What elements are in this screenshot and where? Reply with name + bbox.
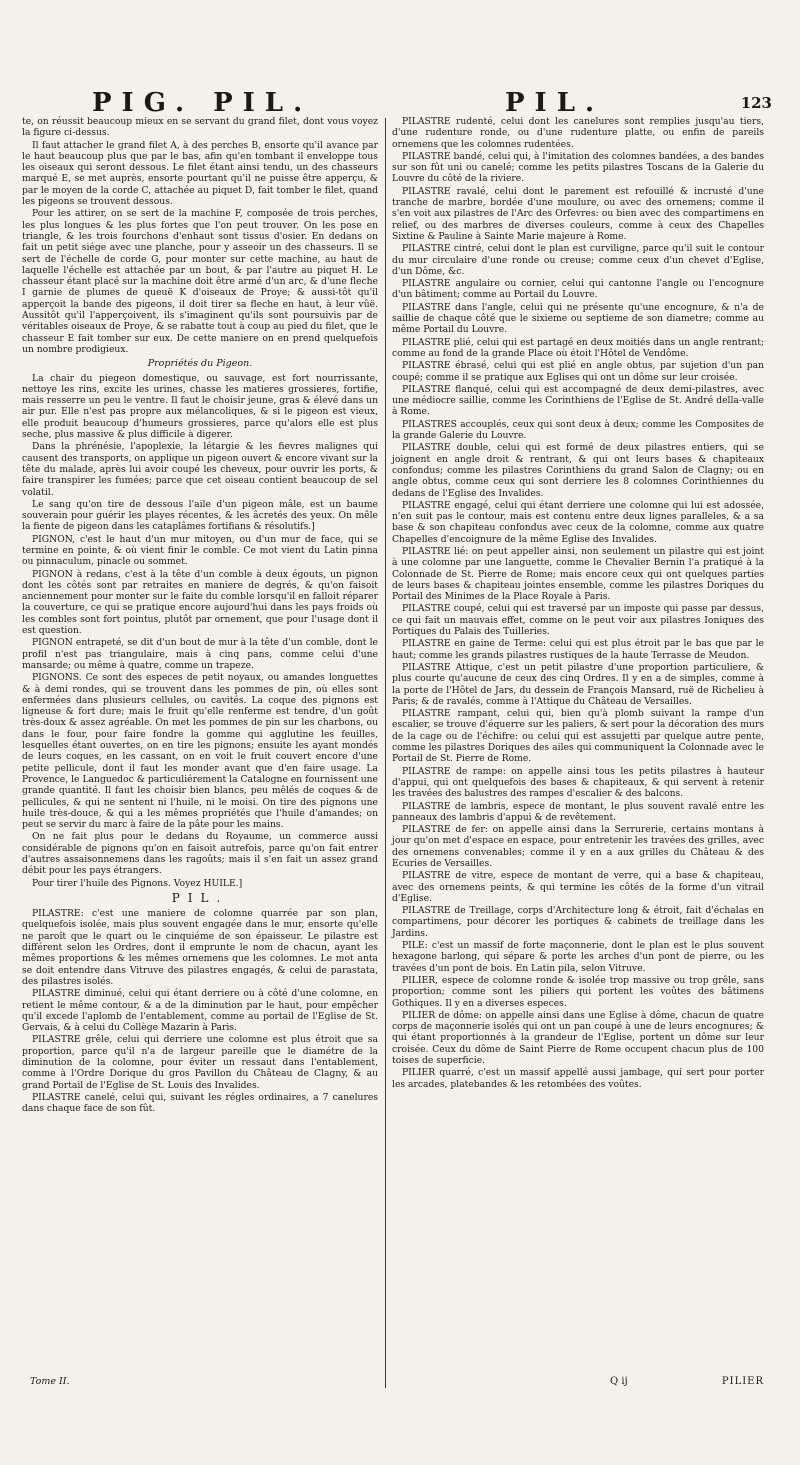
paragraph: Le sang qu'on tire de dessous l'aile d'un pigeon mâle, est un baume souverain pour guérir les playes récentes, & les âcretés des yeux. On mêle la fiente de pigeon dans les cataplâmes fortifians & résolutifs.] [22, 498, 378, 533]
entry: PILASTRE rampant, celui qui, bien qu'à plomb suivant la rampe d'un escalier, se trouve d'équerre sur les paliers, & sert pour la décoration des murs de la cage ou de l'échifre: ou celui qui est assujetti par quelque autre pente, comme les pilastres Doriques des ailes qui communiquent la Colonnade avec le Portail de St. Pierre de Rome. [392, 708, 764, 765]
paragraph: On ne fait plus pour le dedans du Royaume, un commerce aussi considérable de pignons qu'on en faisoit autrefois, parce qu'on fait entrer d'autres assaisonnemens dans les ragoûts; mais il s'en fait un assez grand débit pour les pays étrangers. [22, 831, 378, 877]
entry-pignons: PIGNONS. Ce sont des especes de petit noyaux, ou amandes longuettes & à demi rondes, qui se trouvent dans les pommes de pin, où elles sont enfermées dans plusieurs cellules, ou cavités. La coque des pignons est ligneuse & fort dure; mais le fruit qu'elle renferme est tendre, d'un goût très-doux & assez agréable. On met les pommes de pin sur les charbons, ou dans le four, pour faire fondre la gomme qui agglutine les feuilles, lesquelles étant ouvertes, on en tire les pignons; ensuite les ayant mondés de leurs coques, en les cassant, on en voit le fruit couvert encore d'une petite pellicule, dont il faut les monder avant que d'en faire usage. La Provence, le Languedoc & particuliérement la Catalogne en fournissent une grande quantité. Il faut les choisir bien blancs, peu mêlés de coques & de pellicules, & qui ne sentent ni l'huile, ni le moisi. On tire des pignons une huile très-douce, & qui a les mêmes propriétés que l'huile d'amandes; on peut se servir du marc à faire de la pâte pour les mains. [22, 672, 378, 831]
running-head-right: PIL. [505, 88, 605, 118]
entry: PILASTRE dans l'angle, celui qui ne présente qu'une encognure, & n'a de saillie de chaque côté que le sixieme ou septieme de son diametre; comme au même Portail du Louvre. [392, 301, 764, 336]
paragraph: Dans la phrénésie, l'apoplexie, la létargie & les fievres malignes qui causent des transports, on applique un pigeon ouvert & encore vivant sur la tête du malade, après lui avoir coupé les cheveux, pour ouvrir les ports, & faire transpirer les fumées; parce que cet oiseau contient beaucoup de sel volatil. [22, 441, 378, 498]
entry: PILASTRE de lambris, espece de montant, le plus souvent ravalé entre les panneaux des lambris d'appui & de revêtement. [392, 800, 764, 823]
entry: PILIER, espece de colomne ronde & isolée trop massive ou trop grêle, sans proportion; comme sont les piliers qui portent les voûtes des bâtimens Gothiques. Il y en a diverses especes. [392, 974, 764, 1009]
entry: PILASTRE cintré, celui dont le plan est curviligne, parce qu'il suit le contour du mur circulaire d'une ronde ou creuse; comme ceux d'un chevet d'Eglise, d'un Dôme, &c. [392, 243, 764, 277]
entry: PILASTRE rudenté, celui dont les canelures sont remplies jusqu'au tiers, d'une rudenture ronde, ou d'une rudenture platte, ou enfin de pareils ornemens que les colomnes rudentées. [392, 116, 764, 150]
entry: PILASTRE plié, celui qui est partagé en deux moitiés dans un angle rentrant; comme au fond de la grande Place où étoit l'Hôtel de Vendôme. [392, 336, 764, 359]
entry: PILIER de dôme: on appelle ainsi dans une Eglise à dôme, chacun de quatre corps de maçonnerie isolés qui ont un pan coupé à une de leurs encognures; & qui étant proportionnés à la grandeur de l'Eglise, portent un dôme sur leur croisée. Ceux du dôme de Saint Pierre de Rome occupent chacun plus de 100 toises de superficie. [392, 1009, 764, 1067]
entry: PILASTRE flanqué, celui qui est accompagné de deux demi-pilastres, avec une médiocre saillie, comme les Corinthiens de l'Eglise de St. André della-valle à Rome. [392, 383, 764, 418]
entry: PILASTRE coupé, celui qui est traversé par un imposte qui passe par dessus, ce qui fait un mauvais effet, comme on le peut voir aux pilastres Ioniques des Portiques du Palais des Tuilleries. [392, 603, 764, 638]
entry: PILASTRE de fer: on appelle ainsi dans la Serrurerie, certains montans à jour qu'on met d'espace en espace, pour entretenir les travées des grilles, avec des ornemens convenables; comme il y en a aux grilles du Château & des Ecuries de Versailles. [392, 824, 764, 869]
entry: PILE: c'est un massif de forte maçonnerie, dont le plan est le plus souvent hexagone barlong, qui sépare & porte les arches d'un pont de pierre, ou les travées d'un pont de bois. En Latin pila, selon Vitruve. [392, 940, 764, 974]
entry: PILASTRE double, celui qui est formé de deux pilastres entiers, qui se joignent en angle droit & rentrant, & qui ont leurs bases & chapiteaux confondus; comme les pilastres Corinthiens du grand Salon de Clagny; ou en angle obtus, comme ceux qui sont derriere les 8 colomnes Corinthiennes du dedans de l'Eglise des Invalides. [392, 442, 764, 499]
paragraph: Pour les attirer, on se sert de la machine F, composée de trois perches, les plus longues & les plus fortes que l'on peut trouver. On les pose en triangle, & les trois fourchons d'enhaut sont tissus d'osier. En dedans on fait un petit siége avec une planche, pour y asseoir un des chasseurs. Il se sert de l'échelle de corde G, pour monter sur cette machine, au haut de laquelle l'échelle est attachée par un bout, & par l'autre au piquet H. Le chasseur étant placé sur la machine doit être armé d'un arc, & d'une fleche I garnie de plumes de queuë K d'oiseaux de Proye; & aussi-tôt qu'il apperçoit la bande des pigeons, il doit tirer sa fleche en haut, à leur vûë. Aussitôt qu'il l'apperçoivent, ils s'imaginent qu'ils sont poursuivis par de véritables oiseaux de Proye, & se rabatte tout à coup au pied du filet, que le chasseur E fait tomber sur eux. De cette maniere on en prend quelquefois un nombre prodigieux. [22, 208, 378, 355]
catchword: PILIER [721, 1376, 764, 1387]
paragraph: Il faut attacher le grand filet A, à des perches B, ensorte qu'il avance par le haut beaucoup plus que par le bas, afin qu'en tombant il enveloppe tous les oiseaux qui seront dessous. Le filet étant ainsi tendu, un des chasseurs marqué E, se met auprès, ensorte pourtant qu'il ne puisse être apperçu, & par le moyen de la corde C, attachée au piquet D, fait tomber le filet, quand les pigeons se trouvent dessous. [22, 139, 378, 208]
entry-pignon-a-redans: PIGNON à redans, c'est à la tête d'un comble à deux égouts, un pignon dont les côtés sont par retraites en maniere de degrés, & qu'on faisoit anciennement pour monter sur le faite du comble lorsqu'il en falloit réparer la couverture, ce qui se pratique encore aujourd'hui dans les pays froids où les combles sont fort pointus, plutôt par ornement, que pour l'usage dont il est question. [22, 568, 378, 637]
section-heading-pil: PIL. [171, 890, 229, 905]
cross-reference: Pour tirer l'huile des Pignons. Voyez HUILE.] [32, 877, 243, 889]
column-divider [385, 118, 386, 1388]
section-heading: Propriétés du Pigeon. [147, 358, 253, 370]
paragraph: te, on réussit beaucoup mieux en se servant du grand filet, dont vous voyez la figure ci-dessus. [22, 116, 378, 139]
signature-mark: Q ij [610, 1376, 628, 1387]
entry-pignon: PIGNON, c'est le haut d'un mur mitoyen, ou d'un mur de face, qui se termine en pointe, & où vient finir le comble. Ce mot vient du Latin pinna ou pinnaculum, pinacle ou sommet. [22, 533, 378, 568]
right-column [392, 116, 764, 1091]
volume-label: Tome II. [30, 1376, 70, 1387]
entry-pilastre: PILASTRE: c'est une maniere de colomne quarrée par son plan, quelquefois isolée, mais plus souvent engagée dans le mur, ensorte qu'elle ne paroît que le quart ou le cinquiéme de son épaisseur. Le pilastre est différent selon les Ordres, dont il emprunte le nom de chacun, ayant les mêmes proportions & les mêmes ornemens que les colomnes. Le mot anta se doit entendre dans Vitruve des pilastres engagés, & celui de parastata, des pilastres isolés. [22, 908, 378, 987]
left-column [22, 116, 378, 1116]
entry: PILIER quarré, c'est un massif appellé aussi jambage, qui sert pour porter les arcades, platebandes & les retombées des voûtes. [392, 1067, 764, 1090]
entry-pignon-entrapete: PIGNON entrapeté, se dit d'un bout de mur à la tête d'un comble, dont le profil n'est pas triangulaire, mais à cinq pans, comme celui d'une mansarde; ou même à quatre, comme un trapeze. [22, 637, 378, 671]
entry: PILASTRE en gaine de Terme: celui qui est plus étroit par le bas que par le haut; comme les grands pilastres rustiques de la haute Terrasse de Meudon. [392, 638, 764, 661]
running-head-left: PIG. PIL. [92, 88, 313, 118]
page-number: 123 [740, 94, 772, 112]
entry: PILASTRE engagé, celui qui étant derriere une colomne qui lui est adossée, n'en suit pas le contour, mais est contenu entre deux lignes paralleles, & a sa base & son chapiteau confondus avec ceux de la colomne, comme aux quatre Chapelles d'encoignure de la même Eglise des Invalides. [392, 499, 764, 545]
entry-pilastre-grele: PILASTRE grêle, celui qui derriere une colomne est plus étroit que sa proportion, parce qu'il n'a de largeur pareille que le diamétre de la diminution de la colomne, pour éviter un ressaut dans l'entablement, comme à l'Ordre Dorique du gros Pavillon du Château de Clagny, & au grand Portail de l'Eglise de St. Louis des Invalides. [22, 1034, 378, 1091]
entry: PILASTRE Attique, c'est un petit pilastre d'une proportion particuliere, & plus courte qu'aucune de ceux des cinq Ordres. Il y en a de simples, comme à la porte de l'Hôtel de Jars, du dessein de François Mansard, ruë de Richelieu à Paris; & de ravalés, comme à l'Attique du Château de Versailles. [392, 661, 764, 707]
entry: PILASTRES accouplés, ceux qui sont deux à deux; comme les Composites de la grande Galerie du Louvre. [392, 418, 764, 442]
entry: PILASTRE ravalé, celui dont le parement est refouillé & incrusté d'une tranche de marbre, bordée d'une moulure, ou avec des ornemens; comme il s'en voit aux pilastres de l'Arc des Orfevres: ou bien avec des compartimens en relief, ou des marbres de diverses couleurs, comme à ceux des Chapelles Sixtine & Pauline à Sainte Marie majeure à Rome. [392, 185, 764, 242]
entry: PILASTRE de vitre, espece de montant de verre, qui a base & chapiteau, avec des ornemens peints, & qui termine les côtés de la forme d'un vitrail d'Eglise. [392, 870, 764, 904]
entry: PILASTRE lié: on peut appeller ainsi, non seulement un pilastre qui est joint à une colomne par une languette, comme le Chevalier Bernin l'a pratiqué à la Colonnade de St. Pierre de Rome; mais encore ceux qui ont quelques parties de leurs bases & chapiteau jointes ensemble, comme les pilastres Doriques du Portail des Minimes de la Place Royale à Paris. [392, 545, 764, 603]
entry: PILASTRE de Treillage, corps d'Architecture long & étroit, fait d'échalas en compartimens, pour décorer les portiques & cabinets de treillage dans les Jardins. [392, 905, 764, 939]
entry-pilastre-canele: PILASTRE canelé, celui qui, suivant les régles ordinaires, a 7 canelures dans chaque face de son fût. [22, 1091, 378, 1115]
paragraph: La chair du piegeon domestique, ou sauvage, est fort nourrissante, nettoye les rins, excite les urines, chasse les matieres grossieres, fortifie, mais resserre un peu le ventre. Il faut le choisir jeune, gras & élevé dans un air pur. Elle n'est pas propre aux mélancoliques, & si le pigeon est vieux, elle produit beaucoup d'humeurs grossieres, parce qu'alors elle est plus seche, plus massive & plus difficile à digerer. [22, 372, 378, 441]
entry: PILASTRE angulaire ou cornier, celui qui cantonne l'angle ou l'encognure d'un bâtiment; comme au Portail du Louvre. [392, 278, 764, 301]
entry: PILASTRE de rampe: on appelle ainsi tous les petits pilastres à hauteur d'appui, qui ont quelquefois des bases & chapiteaux, & qui servent à retenir les travées des balustres des rampes d'escalier & des balcons. [392, 765, 764, 800]
entry-pilastre-diminue: PILASTRE diminué, celui qui étant derriere ou à côté d'une colomne, en retient le même contour, & a de la diminution par le haut, pour empêcher qu'il excede l'aplomb de l'entablement, comme au portail de l'Eglise de St. Gervais, & à celui du Collège Mazarin à Paris. [22, 988, 378, 1034]
entry: PILASTRE ébrasé, celui qui est plié en angle obtus, par sujetion d'un pan coupé; comme il se pratique aux Eglises qui ont un dôme sur leur croisée. [392, 360, 764, 383]
entry: PILASTRE bandé, celui qui, à l'imitation des colomnes bandées, a des bandes sur son fût uni ou canelé; comme les petits pilastres Toscans de la Galerie du Louvre du côté de la riviere. [392, 150, 764, 185]
